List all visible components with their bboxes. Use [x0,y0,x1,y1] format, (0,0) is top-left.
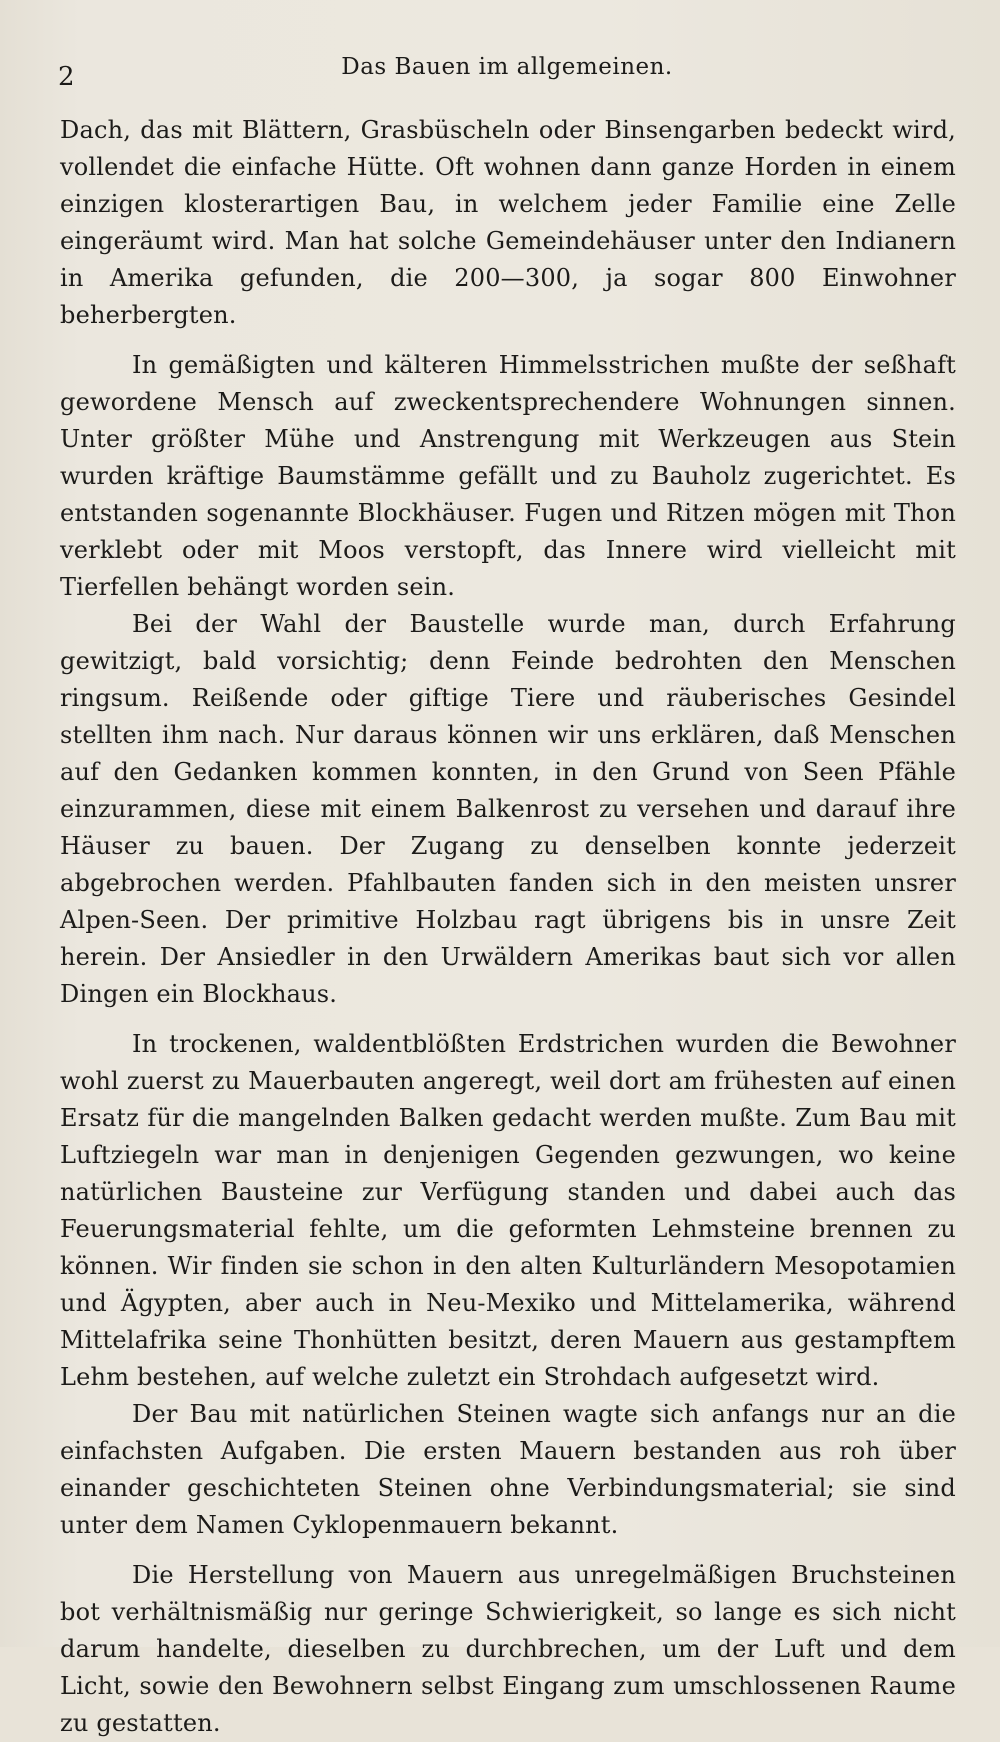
paragraph: Die Herstellung von Mauern aus unregelmäßigen Bruchsteinen bot verhältnismäßig nur geringe Schwierigkeit, so lange es sich nicht darum handelte, dieselben zu durchbrechen, um der Luft und dem Licht, sowie den Bewohnern selbst Eingang zum umschlossenen Raume zu gestatten. [60,1561,956,1737]
running-head [58,52,956,92]
paragraph-continuation: Dach, das mit Blättern, Grasbüscheln oder Binsengarben bedeckt wird, vollendet die einfache Hütte. Oft wohnen dann ganze Horden in einem einzigen klosterartigen Bau, in welchem jeder Familie eine Zelle eingeräumt wird. Man hat solche Gemeindehäuser unter den Indianern in Amerika gefunden, die 200—300, ja sogar 800 Einwohner beherbergten. [60,116,956,329]
running-title: Das Bauen im allgemeinen. [341,54,673,80]
paragraph: Bei der Wahl der Baustelle wurde man, durch Erfahrung gewitzigt, bald vorsichtig; denn Feinde bedrohten den Menschen ringsum. Reißende oder giftige Tiere und räuberisches Gesindel stellten ihm nach. Nur daraus können wir uns erklären, daß Menschen auf den Gedanken kommen konnten, in den Grund von Seen Pfähle einzurammen, diese mit einem Balkenrost zu versehen und darauf ihre Häuser zu bauen. Der Zugang zu denselben konnte jederzeit abgebrochen werden. Pfahlbauten fanden sich in den meisten unsrer Alpen-Seen. Der primitive Holzbau ragt übrigens bis in unsre Zeit herein. Der Ansiedler in den Urwäldern Amerikas baut sich vor allen Dingen ein Blockhaus. [60,610,956,1008]
paragraph: In trockenen, waldentblößten Erdstrichen wurden die Bewohner wohl zuerst zu Mauerbauten angeregt, weil dort am frühesten auf einen Ersatz für die mangelnden Balken gedacht werden mußte. Zum Bau mit Luftziegeln war man in denjenigen Gegenden gezwungen, wo keine natürlichen Bausteine zur Verfügung standen und dabei auch das Feuerungsmaterial fehlte, um die geformten Lehmsteine brennen zu können. Wir finden sie schon in den alten Kulturländern Mesopotamien und Ägypten, aber auch in Neu-Mexiko und Mittelamerika, während Mittelafrika seine Thonhütten besitzt, deren Mauern aus gestampftem Lehm bestehen, auf welche zuletzt ein Strohdach aufgesetzt wird. [60,1030,956,1391]
body-text [60,112,956,1742]
paragraph: Der Bau mit natürlichen Steinen wagte sich anfangs nur an die einfachsten Aufgaben. Die ersten Mauern bestanden aus roh über einander geschichteten Steinen ohne Verbindungsmaterial; sie sind unter dem Namen Cyklopenmauern bekannt. [60,1400,956,1539]
paragraph: In gemäßigten und kälteren Himmelsstrichen mußte der seßhaft gewordene Mensch auf zweckentsprechendere Wohnungen sinnen. Unter größter Mühe und Anstrengung mit Werkzeugen aus Stein wurden kräftige Baumstämme gefällt und zu Bauholz zugerichtet. Es entstanden sogenannte Blockhäuser. Fugen und Ritzen mögen mit Thon verklebt oder mit Moos verstopft, das Innere wird vielleicht mit Tierfellen behängt worden sein. [60,351,956,601]
page-number: 2 [58,62,76,92]
